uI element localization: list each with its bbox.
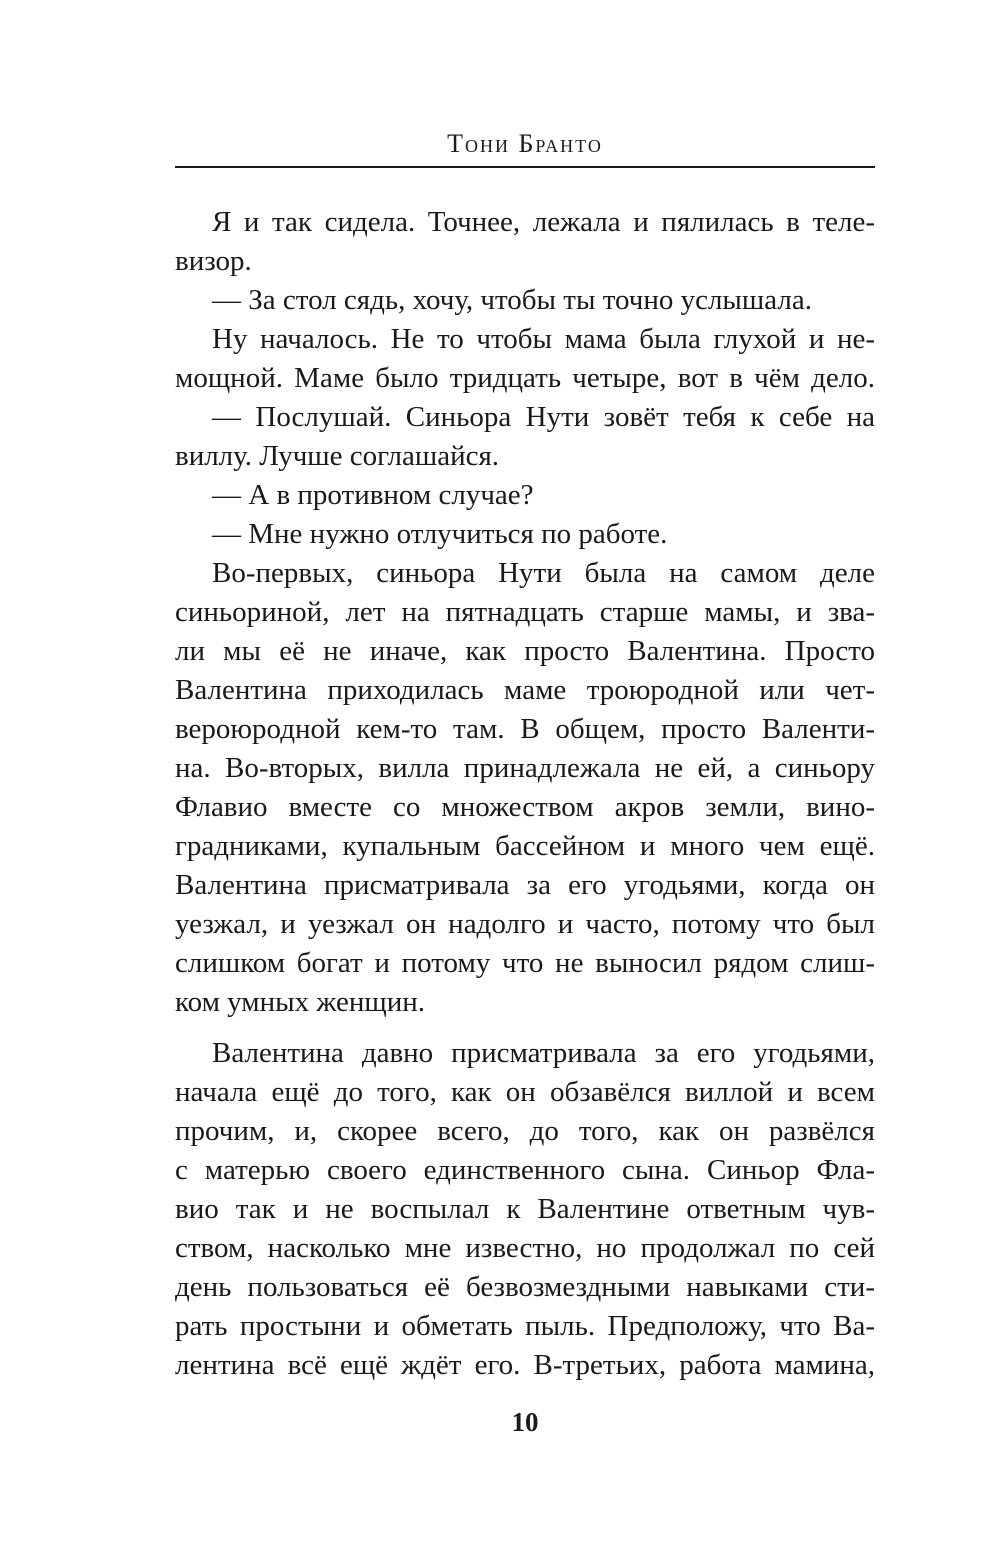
text-line: Во-первых, синьора Нути была на самом деле [212, 557, 875, 589]
text-line: Валентина приходилась маме троюродной или чет- [175, 674, 875, 706]
text-line: уезжал, и уезжал он надолго и часто, потому что был [175, 908, 875, 940]
running-head: Тони Бранто [447, 129, 603, 158]
text-line: — За стол сядь, хочу, чтобы ты точно услышала. [212, 284, 812, 316]
page-number: 10 [511, 1407, 539, 1437]
text-line: лентина всё ещё ждёт его. В-третьих, работа мамина, [175, 1349, 875, 1381]
header-rule [175, 166, 875, 168]
text-line: — А в противном случае? [212, 479, 534, 511]
text-line: вио так и не воспылал к Валентине ответным чув- [175, 1193, 875, 1225]
text-line: визор. [175, 245, 252, 277]
text-line: Ну началось. Не то чтобы мама была глухой и не- [212, 323, 875, 355]
text-line: — Мне нужно отлучиться по работе. [212, 518, 668, 550]
text-line: на. Во-вторых, вилла принадлежала не ей, а синьору [175, 752, 875, 784]
text-line: ком умных женщин. [175, 986, 426, 1018]
text-line: Я и так сидела. Точнее, лежала и пялилась в теле- [212, 206, 875, 238]
text-line: ством, насколько мне известно, но продолжал по сей [175, 1232, 875, 1264]
text-line: вероюродной кем-то там. В общем, просто Валенти- [175, 713, 875, 745]
text-line: рать простыни и обметать пыль. Предположу, что Ва- [175, 1310, 875, 1342]
text-line: ли мы её не иначе, как просто Валентина. Просто [175, 635, 875, 667]
text-line: день пользоваться её безвозмездными навыками сти- [175, 1271, 875, 1303]
text-line: Флавио вместе со множеством акров земли, вино- [175, 791, 875, 823]
text-line: начала ещё до того, как он обзавёлся виллой и всем [175, 1076, 875, 1108]
text-line: градниками, купальным бассейном и много чем ещё. [175, 830, 875, 862]
text-line: с матерью своего единственного сына. Синьор Фла- [175, 1154, 875, 1186]
text-line: слишком богат и потому что не выносил рядом слиш- [175, 947, 875, 979]
text-line: мощной. Маме было тридцать четыре, вот в чём дело. [175, 362, 875, 394]
text-line: виллу. Лучше соглашайся. [175, 440, 500, 472]
text-line: прочим, и, скорее всего, до того, как он развёлся [175, 1115, 875, 1147]
text-line: — Послушай. Синьора Нути зовёт тебя к себе на [212, 401, 875, 433]
text-line: Валентина присматривала за его угодьями, когда он [175, 869, 875, 901]
body-text [175, 203, 875, 1385]
text-line: Валентина давно присматривала за его угодьями, [212, 1037, 875, 1069]
text-line: синьориной, лет на пятнадцать старше мамы, и зва- [175, 596, 875, 628]
